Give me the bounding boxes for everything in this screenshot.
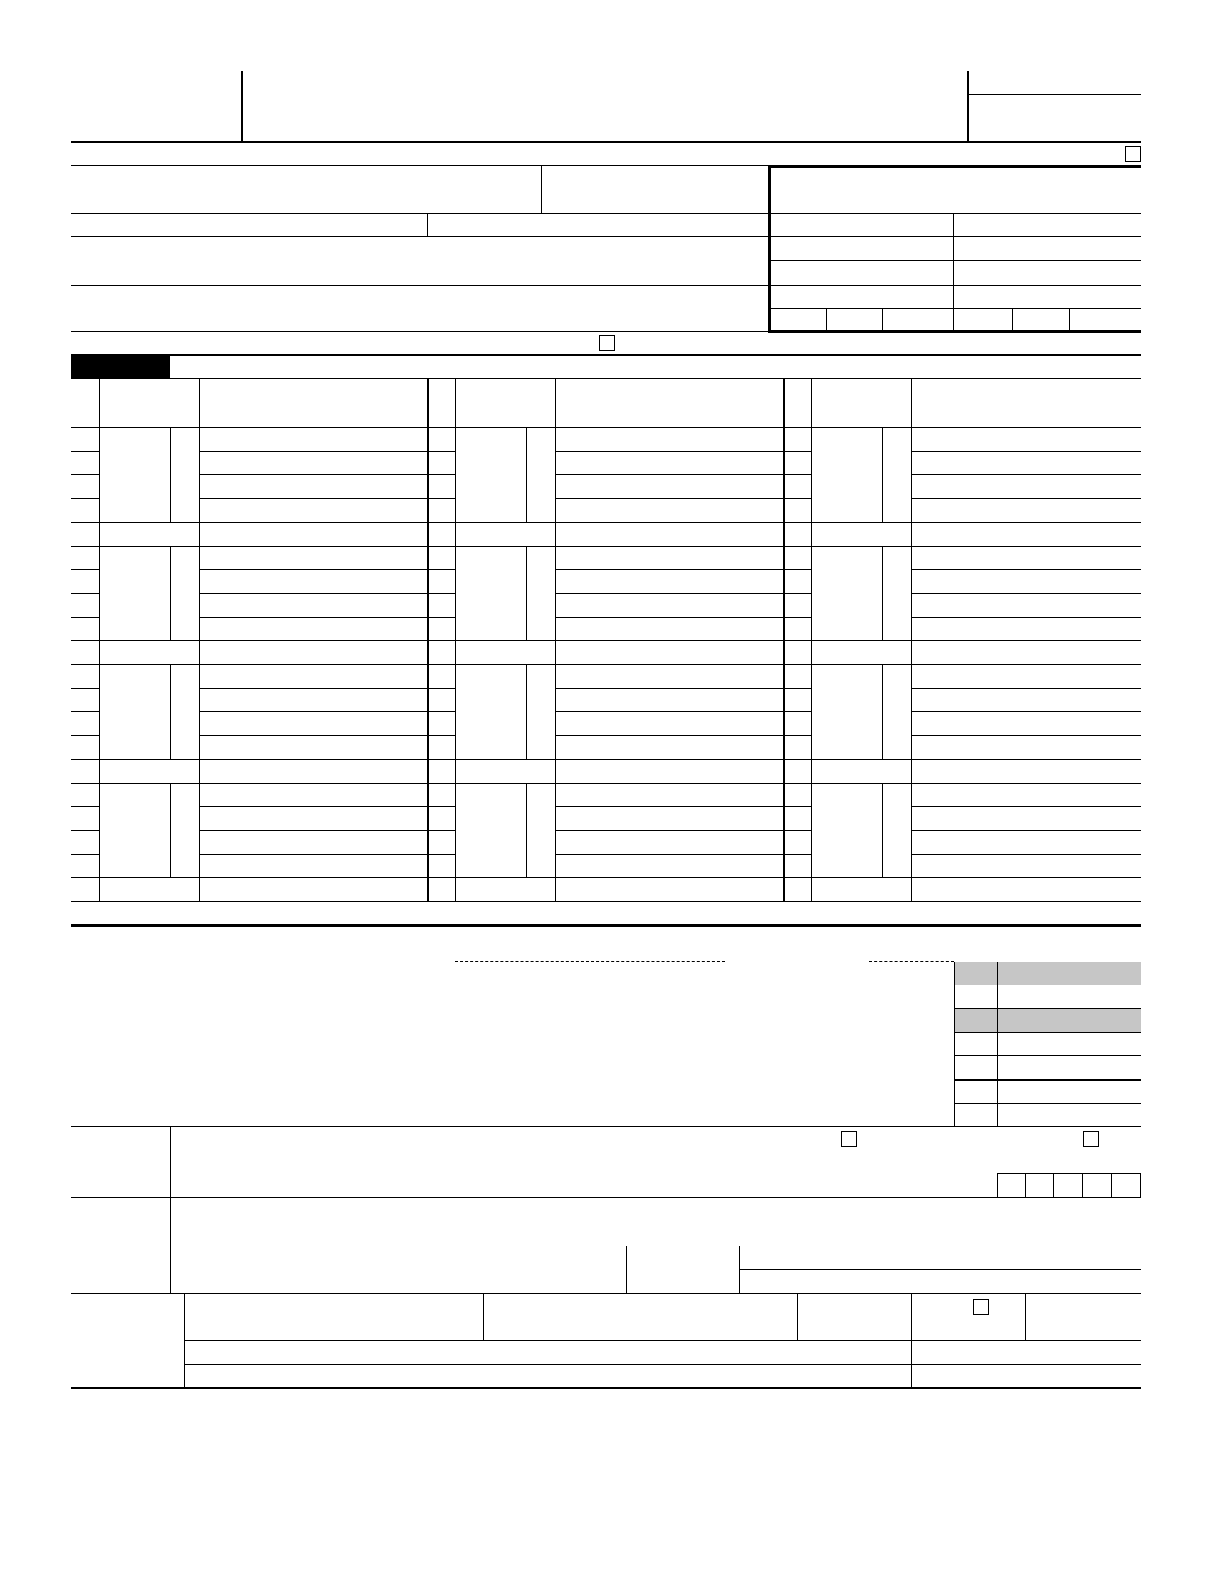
table-row: [427, 569, 455, 570]
table-row: [555, 451, 783, 452]
table-row: [783, 854, 811, 855]
table-row: [71, 546, 1141, 547]
block-divider: [882, 546, 883, 640]
table-row: [783, 617, 811, 618]
table-row: [199, 593, 427, 594]
block-divider: [526, 664, 527, 759]
block-divider: [882, 664, 883, 759]
table-row: [427, 735, 455, 736]
header-row-line: [71, 427, 1141, 428]
table-row: [71, 735, 99, 736]
table-row: [71, 522, 1141, 523]
table-row: [199, 806, 427, 807]
table-row: [911, 806, 1141, 807]
table-row: [71, 806, 99, 807]
table-row: [199, 854, 427, 855]
table-row: [427, 593, 455, 594]
table-row: [71, 854, 99, 855]
table-row: [427, 711, 455, 712]
part-one-tab: [71, 355, 170, 378]
table-row: [911, 735, 1141, 736]
table-row: [199, 735, 427, 736]
table-row: [71, 451, 99, 452]
table-row: [427, 617, 455, 618]
table-row: [71, 640, 1141, 641]
table-row: [555, 711, 783, 712]
table-row: [199, 474, 427, 475]
table-row: [911, 593, 1141, 594]
table-row: [427, 830, 455, 831]
table-row: [783, 451, 811, 452]
table-row: [555, 593, 783, 594]
table-row: [427, 806, 455, 807]
shaded-line-2: [954, 1009, 1141, 1032]
block-divider: [882, 783, 883, 877]
table-row: [71, 759, 1141, 760]
table-row: [427, 498, 455, 499]
table-row: [199, 617, 427, 618]
self-employed-checkbox[interactable]: [973, 1299, 989, 1315]
lower-checkbox-1[interactable]: [841, 1131, 857, 1147]
table-row: [783, 474, 811, 475]
table-row: [911, 474, 1141, 475]
table-row: [199, 711, 427, 712]
table-row: [427, 688, 455, 689]
table-bottom-line: [71, 901, 1141, 902]
block-divider: [526, 546, 527, 640]
table-row: [71, 617, 99, 618]
block-divider: [526, 783, 527, 877]
table-row: [911, 688, 1141, 689]
block-divider: [170, 664, 171, 759]
table-row: [555, 474, 783, 475]
table-row: [911, 854, 1141, 855]
table-row: [555, 735, 783, 736]
table-row: [71, 783, 1141, 784]
table-row: [555, 617, 783, 618]
table-row: [71, 498, 99, 499]
table-row: [555, 569, 783, 570]
table-row: [71, 688, 99, 689]
table-row: [783, 735, 811, 736]
shaded-line-1: [954, 962, 1141, 985]
table-row: [783, 593, 811, 594]
table-row: [911, 830, 1141, 831]
table-row: [783, 806, 811, 807]
block-divider: [170, 783, 171, 877]
table-row: [555, 806, 783, 807]
block-divider: [526, 427, 527, 522]
table-row: [199, 569, 427, 570]
block-divider: [882, 427, 883, 522]
lower-checkbox-2[interactable]: [1083, 1131, 1099, 1147]
block-divider: [170, 427, 171, 522]
table-row: [427, 854, 455, 855]
table-row: [71, 474, 99, 475]
table-row: [199, 451, 427, 452]
table-row: [783, 688, 811, 689]
table-row: [911, 498, 1141, 499]
table-row: [783, 830, 811, 831]
table-row: [555, 498, 783, 499]
table-row: [71, 593, 99, 594]
table-row: [427, 474, 455, 475]
table-row: [199, 688, 427, 689]
table-row: [71, 664, 1141, 665]
table-row: [71, 830, 99, 831]
dotted-leader-2: [869, 961, 954, 962]
table-row: [199, 498, 427, 499]
entity-checkbox[interactable]: [599, 335, 615, 351]
table-row: [911, 451, 1141, 452]
table-row: [555, 830, 783, 831]
table-row: [783, 569, 811, 570]
dotted-leader-1: [455, 961, 725, 962]
table-row: [555, 688, 783, 689]
table-row: [783, 498, 811, 499]
block-divider: [170, 546, 171, 640]
table-row: [427, 451, 455, 452]
table-row: [71, 877, 1141, 878]
table-row: [911, 569, 1141, 570]
table-row: [199, 830, 427, 831]
table-row: [71, 569, 99, 570]
table-row: [555, 854, 783, 855]
table-row: [783, 711, 811, 712]
table-row: [71, 711, 99, 712]
table-row: [911, 617, 1141, 618]
top-right-checkbox[interactable]: [1125, 146, 1141, 162]
table-row: [911, 711, 1141, 712]
